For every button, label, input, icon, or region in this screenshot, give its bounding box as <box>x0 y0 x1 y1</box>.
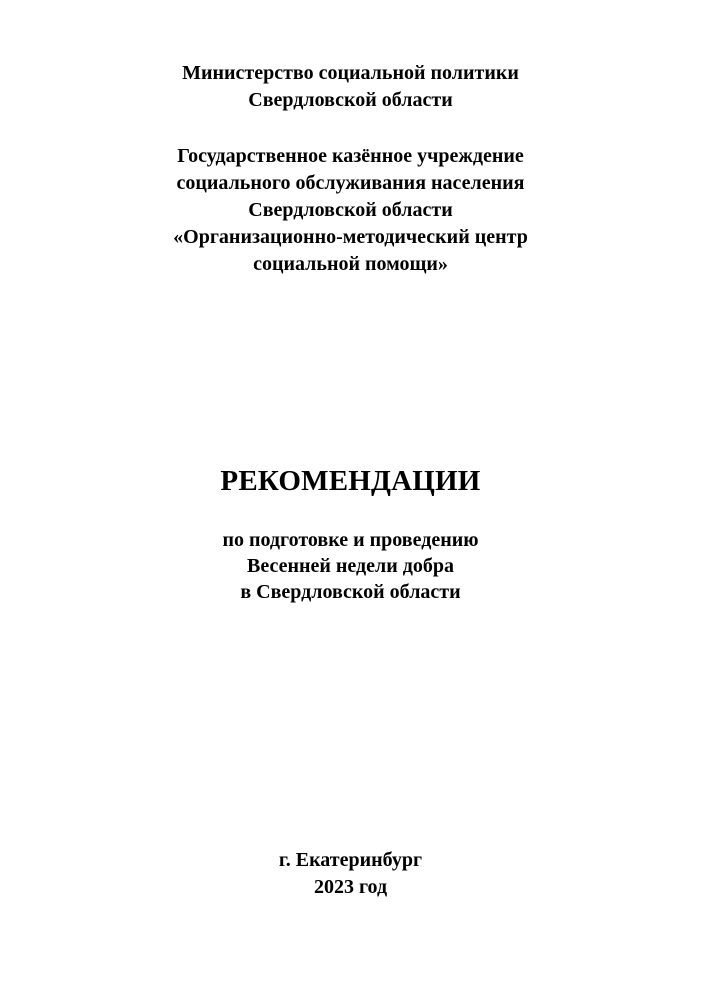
imprint-city: г. Екатеринбург <box>278 849 423 871</box>
institution-line-2: социального обслуживания населения <box>176 172 525 194</box>
subtitle-line-2: Весенней недели добра <box>246 555 455 577</box>
document-title <box>0 463 701 499</box>
ministry-header <box>0 60 701 114</box>
document-subtitle <box>0 527 701 605</box>
institution-line-4: «Организационно-методический центр <box>173 226 528 248</box>
institution-line-5: социальной помощи» <box>253 253 448 275</box>
institution-header <box>0 143 701 278</box>
document-title-text: РЕКОМЕНДАЦИИ <box>220 465 481 497</box>
imprint-year: 2023 год <box>313 876 388 898</box>
ministry-region-line: Свердловской области <box>248 89 453 111</box>
subtitle-line-3: в Свердловской области <box>240 581 461 603</box>
subtitle-line-1: по подготовке и проведению <box>222 529 479 551</box>
institution-line-3: Свердловской области <box>248 199 453 221</box>
ministry-line: Министерство социальной политики <box>182 62 519 84</box>
imprint <box>0 847 701 901</box>
institution-line-1: Государственное казённое учреждение <box>177 145 524 167</box>
